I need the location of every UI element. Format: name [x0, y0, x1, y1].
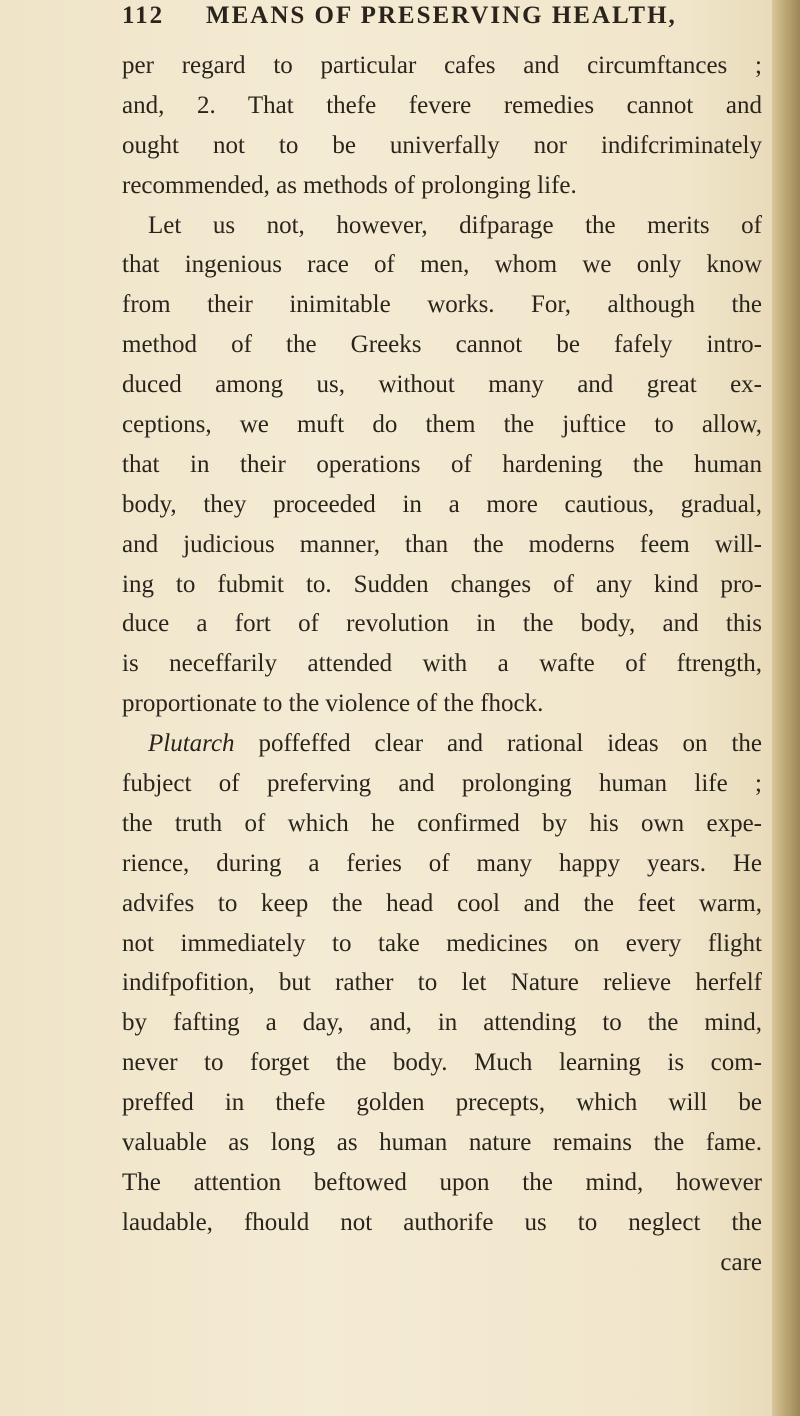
line-text: duced among us, without many and great ex- [122, 371, 762, 399]
line-text: preffed in thefe golden precepts, which will be [122, 1089, 762, 1117]
line-text: from their inimitable works. For, although the [122, 291, 762, 319]
line-text: that in their operations of hardening the human [122, 450, 762, 478]
text-line [122, 126, 762, 166]
line-text: and, 2. That thefe fevere remedies cannot and [122, 91, 762, 119]
italic-name: Plutarch [148, 730, 235, 758]
text-line [122, 1083, 762, 1123]
line-text: is neceffarily attended with a wafte of ftrength, [122, 650, 762, 678]
text-line [122, 684, 762, 724]
line-text: body, they proceeded in a more cautious, gradual, [122, 490, 762, 518]
text-line [122, 1163, 762, 1203]
text-line [122, 1003, 762, 1043]
text-line [122, 206, 762, 246]
text-line [122, 884, 762, 924]
text-line [122, 405, 762, 445]
line-text: poffeffed clear and rational ideas on the [234, 730, 762, 758]
line-text: laudable, fhould not authorife us to neglect the [122, 1208, 762, 1236]
text-line [122, 365, 762, 405]
text-line [122, 166, 762, 206]
line-text: by fafting a day, and, in attending to the mind, [122, 1009, 762, 1037]
text-line [122, 1043, 762, 1083]
text-line [122, 325, 762, 365]
text-line [122, 924, 762, 964]
text-line [122, 46, 762, 86]
line-text: method of the Greeks cannot be fafely intro- [122, 331, 762, 359]
page-edge [772, 0, 800, 1416]
line-text: Let us not, however, difparage the merits of [148, 211, 762, 239]
line-text: proportionate to the violence of the fhock. [122, 690, 544, 718]
text-line [122, 764, 762, 804]
line-text: never to forget the body. Much learning is com- [122, 1049, 762, 1077]
text-line [122, 1123, 762, 1163]
text-line [122, 963, 762, 1003]
text-line [122, 724, 762, 764]
page-number: 112 [122, 2, 165, 29]
text-line [122, 604, 762, 644]
catchword: care [720, 1248, 762, 1276]
line-text: advifes to keep the head cool and the feet warm, [122, 889, 762, 917]
text-line [122, 285, 762, 325]
running-header [122, 0, 762, 38]
line-text: The attention beftowed upon the mind, however [122, 1168, 762, 1196]
line-text: valuable as long as human nature remains the fame. [122, 1129, 762, 1157]
text-line [122, 445, 762, 485]
text-line [122, 565, 762, 605]
text-line [122, 86, 762, 126]
line-text: recommended, as methods of prolonging life. [122, 171, 577, 199]
text-line [122, 844, 762, 884]
line-text: indifpofition, but rather to let Nature relieve herfelf [122, 969, 762, 997]
line-text: ought not to be univerfally nor indifcriminately [122, 131, 762, 159]
text-line [122, 644, 762, 684]
body-text [122, 46, 762, 1283]
text-line [122, 525, 762, 565]
line-text: ceptions, we muft do them the juftice to allow, [122, 411, 762, 439]
text-line [122, 485, 762, 525]
line-text: and judicious manner, than the moderns feem will- [122, 530, 762, 558]
line-text: that ingenious race of men, whom we only know [122, 251, 762, 279]
line-text: not immediately to take medicines on every flight [122, 929, 762, 957]
line-text: ing to fubmit to. Sudden changes of any kind pro- [122, 570, 762, 598]
text-line [122, 804, 762, 844]
running-title: MEANS OF PRESERVING HEALTH, [206, 2, 677, 29]
line-text: the truth of which he confirmed by his own expe- [122, 809, 762, 837]
text-line [122, 245, 762, 285]
line-text: duce a fort of revolution in the body, and this [122, 610, 762, 638]
line-text: fubject of preferving and prolonging human life ; [122, 770, 762, 798]
line-text: rience, during a feries of many happy years. He [122, 849, 762, 877]
line-text: per regard to particular cafes and circumftances ; [122, 52, 762, 79]
text-line [122, 1203, 762, 1243]
